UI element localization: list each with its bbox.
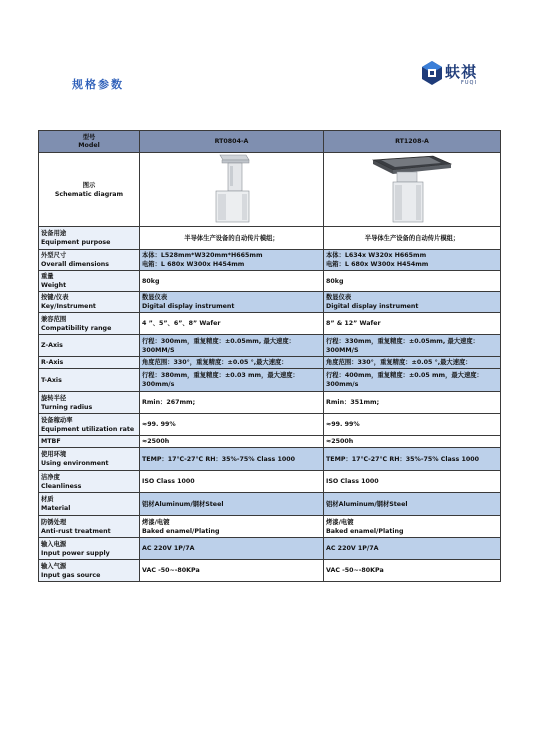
table-row (39, 436, 501, 448)
spec-value-line: 电箱：L 680x W300x H454mm (326, 261, 429, 268)
spec-value-cell-1 (140, 436, 324, 448)
spec-value-line: AC 220V 1P/7A (326, 545, 379, 552)
spec-value-cell-1 (140, 335, 324, 357)
logo-english-text: FUQI (461, 80, 477, 86)
table-row (39, 313, 501, 335)
spec-value-cell-1 (140, 313, 324, 335)
spec-value-line: ≈2500h (142, 438, 170, 445)
row-label-cn: T-Axis (41, 376, 62, 384)
row-label (39, 392, 140, 414)
spec-value-line: 300MM/S (142, 346, 175, 354)
schematic-row (39, 153, 501, 227)
hexagon-logo-icon (421, 60, 443, 86)
logo-chinese-text: 蚨祺 (445, 63, 478, 81)
spec-value-line: 80kg (142, 277, 160, 285)
row-label (39, 357, 140, 369)
row-label (39, 227, 140, 250)
schematic-label-cn: 图示 (82, 181, 96, 189)
table-row (39, 250, 501, 271)
spec-value-line: 300MM/S (326, 346, 359, 354)
row-label-en: Material (41, 505, 71, 512)
spec-value-cell-1 (140, 392, 324, 414)
header-model-label (39, 131, 140, 153)
spec-value-line: 半导体生产设备的自动传片模组； (184, 234, 279, 242)
spec-value-cell-1 (140, 538, 324, 560)
spec-value-line: VAC -50~-80KPa (326, 567, 384, 574)
header-model-1: RT0804-A (140, 131, 324, 153)
table-row (39, 471, 501, 493)
row-label (39, 292, 140, 313)
row-label-cn: 输入气源 (41, 562, 67, 570)
spec-value-cell-1 (140, 227, 324, 250)
spec-value-cell-1 (140, 292, 324, 313)
spec-value-line: 300mm/s (142, 381, 175, 388)
spec-value-line: 行程：330mm，重复精度：±0.05mm, 最大速度： (326, 337, 479, 345)
spec-value-cell-2 (324, 538, 501, 560)
spec-value-cell-1 (140, 493, 324, 516)
row-label-cn: 设备用途 (41, 230, 67, 237)
spec-value-line: ≈2500h (326, 438, 354, 445)
table-row (39, 448, 501, 471)
row-label (39, 560, 140, 582)
row-label (39, 471, 140, 493)
table-row (39, 227, 501, 250)
row-label-en: Weight (41, 282, 67, 289)
spec-value-line: Baked enamel/Plating (326, 527, 404, 535)
table-row (39, 369, 501, 392)
spec-value-line: 本体：L528mm*W320mm*H665mm (142, 252, 263, 259)
row-label-cn: Z-Axis (41, 342, 63, 349)
spec-value-line: ISO Class 1000 (142, 478, 195, 485)
row-label-cn: 按键/仪表 (41, 294, 69, 301)
spec-value-cell-1 (140, 357, 324, 369)
spec-value-line: 行程：380mm，重复精度：±0.03 mm，最大速度： (142, 372, 299, 379)
spec-value-cell-2 (324, 448, 501, 471)
row-label (39, 516, 140, 538)
row-label-cn: 外型尺寸 (41, 252, 67, 259)
spec-value-line: 角度范围：330°，重复精度：±0.05 °,最大速度： (326, 359, 472, 366)
row-label-cn: MTBF (41, 438, 61, 445)
row-label-en: Turning radius (41, 403, 93, 411)
row-label (39, 369, 140, 392)
spec-value-line: 烤漆/电镀 (142, 518, 170, 526)
row-label-en: Key/Instrument (41, 303, 96, 310)
spec-value-cell-2 (324, 271, 501, 292)
robot-rt0804-image (202, 154, 262, 224)
row-label-en: Input gas source (41, 571, 101, 579)
header-model-2: RT1208-A (324, 131, 501, 153)
spec-value-cell-1 (140, 471, 324, 493)
spec-value-line: 8” & 12” Wafer (326, 320, 381, 327)
schematic-label (39, 153, 140, 227)
spec-value-cell-1 (140, 560, 324, 582)
spec-value-line: Digital display instrument (142, 303, 235, 310)
spec-value-cell-2 (324, 414, 501, 436)
row-label (39, 436, 140, 448)
spec-value-cell-2 (324, 471, 501, 493)
row-label (39, 414, 140, 436)
page-title: 规格参数 (72, 78, 124, 91)
spec-table (38, 130, 501, 582)
spec-value-line: ISO Class 1000 (326, 478, 379, 485)
spec-value-line: 本体：L634x W320x H665mm (326, 252, 427, 259)
row-label-cn: 使用环境 (41, 451, 67, 458)
spec-value-line: 300mm/s (326, 381, 359, 388)
table-row (39, 516, 501, 538)
row-label (39, 271, 140, 292)
spec-value-line: TEMP：17℃-27℃ RH：35%-75% Class 1000 (326, 455, 479, 463)
spec-value-line: 铝材Aluminum/钢材Steel (326, 500, 408, 508)
spec-value-cell-2 (324, 357, 501, 369)
spec-value-cell-2 (324, 250, 501, 271)
row-label-en: Equipment utilization rate (41, 425, 135, 433)
row-label (39, 313, 140, 335)
row-label-en: Input power supply (41, 549, 110, 557)
row-label-en: Overall dimensions (41, 261, 110, 268)
spec-value-cell-2 (324, 493, 501, 516)
spec-value-cell-1 (140, 448, 324, 471)
spec-value-cell-2 (324, 516, 501, 538)
spec-value-line: Rmin：351mm; (326, 399, 380, 406)
row-label-cn: R-Axis (41, 359, 64, 366)
row-label (39, 493, 140, 516)
spec-value-line: VAC -50~-80KPa (142, 567, 200, 574)
row-label-cn: 旋转半径 (41, 394, 67, 402)
spec-value-cell-2 (324, 227, 501, 250)
row-label (39, 448, 140, 471)
spec-value-cell-2 (324, 436, 501, 448)
row-label-cn: 兼容范围 (41, 315, 67, 323)
spec-value-cell-2 (324, 313, 501, 335)
row-label-en: Equipment purpose (41, 239, 111, 246)
row-label-en: Cleanliness (41, 482, 82, 490)
spec-value-cell-1 (140, 271, 324, 292)
row-label-en: Using environment (41, 460, 109, 467)
table-row (39, 335, 501, 357)
spec-value-line: 行程：400mm，重复精度：±0.05 mm，最大速度： (326, 372, 483, 379)
header-label-cn: 型号 (82, 133, 96, 141)
spec-value-line: ≈99. 99% (326, 421, 360, 428)
spec-value-line: Rmin：267mm; (142, 399, 196, 406)
spec-value-cell-2 (324, 392, 501, 414)
spec-value-cell-1 (140, 250, 324, 271)
schematic-label-en: Schematic diagram (54, 190, 124, 198)
spec-value-line: 数显仪表 (326, 294, 352, 301)
schematic-cell-1 (140, 153, 324, 227)
robot-rt1208-image (371, 154, 453, 224)
table-row (39, 538, 501, 560)
spec-value-line: 4 ”、5”、6”、8” Wafer (142, 320, 221, 327)
spec-value-line: 行程：300mm，重复精度：±0.05mm, 最大速度： (142, 337, 295, 345)
spec-value-line: Digital display instrument (326, 303, 419, 310)
schematic-cell-2 (324, 153, 501, 227)
company-logo (421, 60, 501, 92)
row-label (39, 335, 140, 357)
spec-value-line: 半导体生产设备的自动传片模组； (364, 234, 460, 242)
spec-value-line: ≈99. 99% (142, 421, 176, 428)
row-label-en: Anti-rust treatment (41, 527, 111, 535)
spec-value-line: AC 220V 1P/7A (142, 545, 195, 552)
row-label-cn: 设备稼动率 (41, 416, 73, 424)
spec-value-line: 数显仪表 (142, 294, 168, 301)
spec-value-cell-2 (324, 369, 501, 392)
row-label-cn: 重量 (41, 273, 54, 280)
row-label-cn: 材质 (41, 496, 54, 503)
spec-value-line: Baked enamel/Plating (142, 527, 220, 535)
spec-value-cell-2 (324, 292, 501, 313)
spec-value-cell-1 (140, 414, 324, 436)
spec-value-line: 电箱：L 680x W300x H454mm (142, 261, 245, 268)
row-label-en: Compatibility range (41, 324, 112, 332)
spec-value-cell-1 (140, 369, 324, 392)
table-row (39, 493, 501, 516)
spec-value-cell-1 (140, 516, 324, 538)
row-label (39, 538, 140, 560)
row-label-cn: 洁净度 (41, 473, 60, 481)
spec-value-line: TEMP：17℃-27℃ RH：35%-75% Class 1000 (142, 455, 295, 463)
table-row (39, 292, 501, 313)
spec-value-line: 角度范围：330°，重复精度：±0.05 °,最大速度： (142, 359, 288, 366)
table-header-row (39, 131, 501, 153)
spec-value-cell-2 (324, 560, 501, 582)
spec-value-line: 烤漆/电镀 (326, 518, 354, 526)
row-label-cn: 防锈处理 (41, 518, 67, 526)
row-label (39, 250, 140, 271)
spec-value-line: 铝材Aluminum/钢材Steel (142, 500, 224, 508)
table-row (39, 560, 501, 582)
header-label-en: Model (78, 141, 100, 149)
table-row (39, 271, 501, 292)
table-row (39, 392, 501, 414)
table-row (39, 357, 501, 369)
table-row (39, 414, 501, 436)
spec-value-cell-2 (324, 335, 501, 357)
spec-value-line: 80kg (326, 277, 344, 285)
row-label-cn: 输入电源 (41, 540, 67, 548)
